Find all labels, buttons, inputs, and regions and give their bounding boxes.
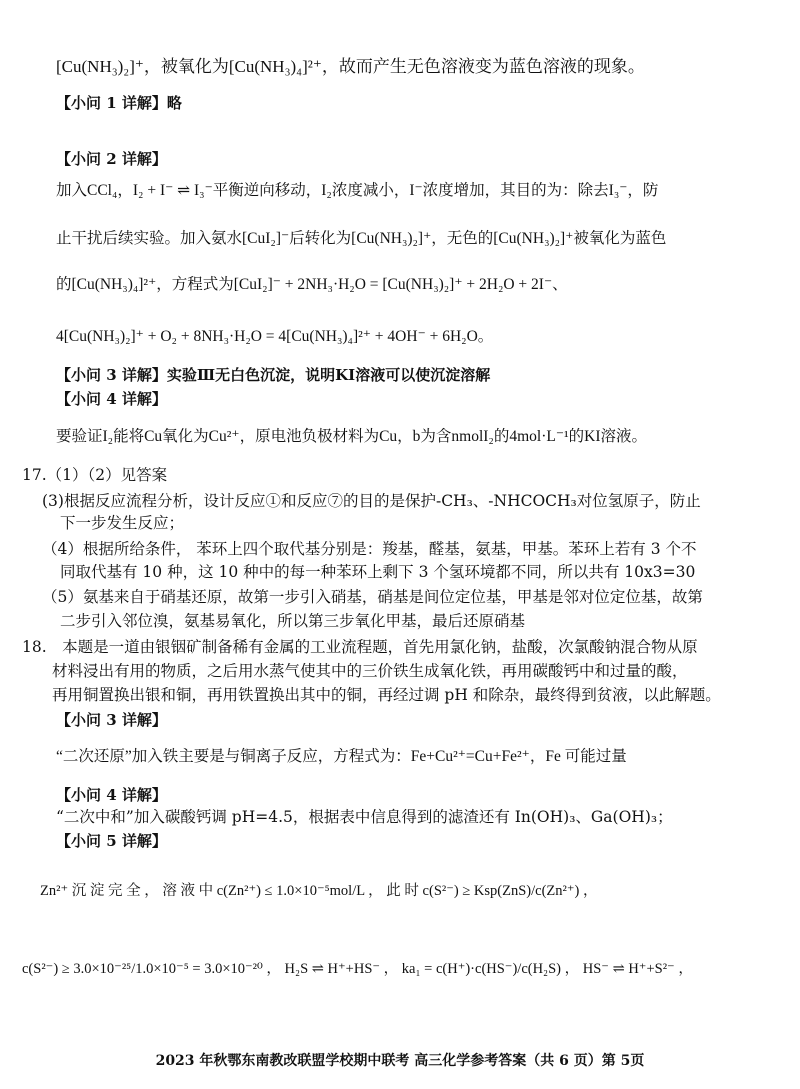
text-line-14: （4）根据所给条件， 苯环上四个取代基分别是：羧基，醛基，氨基，甲基。苯环上若有 3 个不 [42,540,697,558]
text-line-15: 同取代基有 10 种，这 10 种中的每一种苯环上剩下 3 个氢环境都不同，所以共有 10x3=30 [60,563,696,581]
text-line-17: 二步引入邻位溴，氨基易氧化，所以第三步氧化甲基，最后还原硝基 [60,612,526,630]
text-line-13: 下一步发生反应； [60,514,185,532]
page-footer: 2023 年秋鄂东南教改联盟学校期中联考 高三化学参考答案（共 6 页）第 5页 [155,1053,645,1069]
text-line-1: [Cu(NH₃)₂]⁺，被氧化为[Cu(NH₃)₄]²⁺，故而产生无色溶液变为蓝色溶液的现象。 [56,57,645,76]
text-line-24: “二次中和”加入碳酸钙调 pH=4.5，根据表中信息得到的滤渣还有 In(OH)₃、Ga(OH)₃； [56,808,673,826]
text-line-20: 再用铜置换出银和铜，再用铁置换出其中的铜，再经过调 pH 和除杂，最终得到贫液，以此解题。 [52,686,721,704]
text-line-22: “二次还原”加入铁主要是与铜离子反应，方程式为：Fe+Cu²⁺=Cu+Fe²⁺，Fe 可能过量 [56,748,627,765]
text-line-26: Zn²⁺ 沉 淀 完 全 ， 溶 液 中 c(Zn²⁺) ≤ 1.0×10⁻⁵mol/L ， 此 时 c(S²⁻) ≥ Ksp(ZnS)/c(Zn²⁺) ， [40,883,598,899]
text-line-4: 加入CCl₄，I₂ + I⁻ ⇌ I₃⁻平衡逆向移动，I₂浓度减小，I⁻浓度增加，其目的为：除去I₃⁻，防 [56,182,659,199]
question-17-line: 17.（1）（2）见答案 [22,466,168,484]
text-line-6: 的[Cu(NH₃)₄]²⁺，方程式为[CuI₂]⁻ + 2NH₃·H₂O = [Cu(NH₃)₂]⁺ + 2H₂O + 2I⁻、 [56,276,568,293]
text-line-27: c(S²⁻) ≥ 3.0×10⁻²⁵/1.0×10⁻⁵ = 3.0×10⁻²⁰ ， H₂S ⇌ H⁺+HS⁻ ， ka₁ = c(H⁺)·c(HS⁻)/c(H₂S) ， HS⁻ ⇌ H⁺+S²⁻ ， [22,961,693,977]
text-line-19: 材料浸出有用的物质，之后用水蒸气使其中的三价铁生成氧化铁，再用碳酸钙中和过量的酸， [52,662,688,680]
text-line-5: 止干扰后续实验。加入氨水[CuI₂]⁻后转化为[Cu(NH₃)₂]⁺，无色的[Cu(NH₃)₂]⁺被氧化为蓝色 [56,230,667,247]
subquestion-5-heading-q18: 【小问 5 详解】 [56,832,167,850]
subquestion-4-heading: 【小问 4 详解】 [56,390,167,408]
subquestion-1-heading: 【小问 1 详解】略 [56,94,182,112]
question-18-line: 18. 本题是一道由银铟矿制备稀有金属的工业流程题，首先用氯化钠，盐酸，次氯酸钠混合物从原 [22,638,698,656]
text-line-10: 要验证I₂能将Cu氧化为Cu²⁺，原电池负极材料为Cu，b为含nmolI₂的4mol·L⁻¹的KI溶液。 [56,428,648,445]
subquestion-3-heading-q18: 【小问 3 详解】 [56,711,167,729]
text-line-7: 4[Cu(NH₃)₂]⁺ + O₂ + 8NH₃·H₂O = 4[Cu(NH₃)₄]²⁺ + 4OH⁻ + 6H₂O。 [56,328,494,345]
text-line-12: (3)根据反应流程分析，设计反应①和反应⑦的目的是保护-CH₃、-NHCOCH₃对位氢原子，防止 [42,492,701,510]
subquestion-3-line: 【小问 3 详解】实验Ⅲ无白色沉淀，说明KI溶液可以使沉淀溶解 [56,366,491,384]
subquestion-2-heading: 【小问 2 详解】 [56,150,167,168]
text-line-16: （5）氨基来自于硝基还原，故第一步引入硝基，硝基是间位定位基，甲基是邻对位定位基，故第 [42,588,703,606]
subquestion-4-heading-q18: 【小问 4 详解】 [56,786,167,804]
